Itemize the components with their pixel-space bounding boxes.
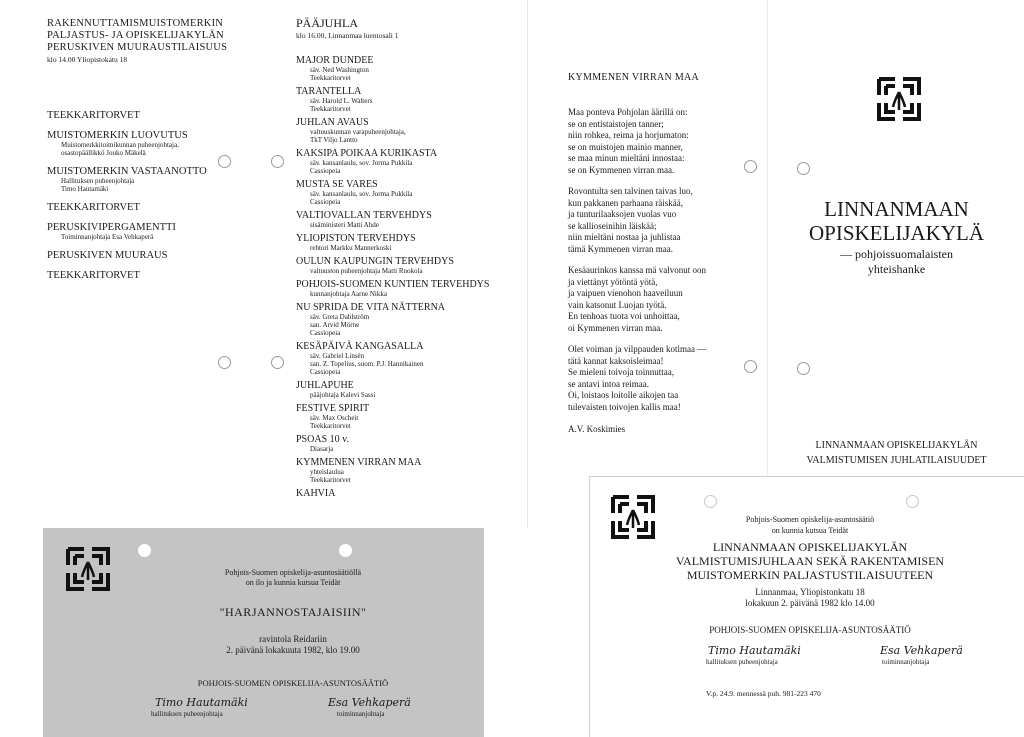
psoas-logo-icon: [65, 546, 111, 592]
program-right-item: [296, 210, 496, 229]
program-right-item-name: TARANTELLA: [296, 86, 362, 97]
poem-line: se kallioseinihin läiskää;: [568, 220, 657, 231]
poem-body: [568, 107, 768, 423]
poem-line: vain katsonut Luojan työtä.: [568, 299, 667, 310]
program-sheet: [0, 0, 498, 528]
program-left-item-name: PERUSKIVEN MUURAUS: [47, 250, 168, 261]
poem-line: Olet voiman ja vilppauden kotimaa —: [568, 344, 707, 354]
program-left-time: klo 14.00 Yliopistokatu 18: [47, 55, 128, 64]
white-inv-rsvp: V.p. 24.9. mennessä puh. 981-223 470: [706, 689, 821, 698]
program-right-item-name: NU SPRIDA DE VITA NÄTTERNA: [296, 302, 446, 313]
punch-hole: [797, 162, 810, 175]
poem-line: Se mieleni toivoja toinnuttaa,: [568, 367, 674, 377]
program-right-item: [296, 117, 496, 144]
poem-stanza: [568, 107, 768, 176]
program-right-item: [296, 302, 496, 337]
program-right-item: [296, 55, 496, 82]
program-right-item: [296, 403, 496, 430]
program-right-item-name: JUHLAN AVAUS: [296, 117, 369, 128]
white-inv-line2: on kunnia kutsua Teidät: [771, 526, 849, 535]
punch-hole: [271, 356, 284, 369]
poem-line: se on Kymmenen virran maa.: [568, 164, 675, 175]
punch-hole: [271, 155, 284, 168]
program-right-item-detail: säv. Max Oscheit: [310, 414, 359, 422]
poem-line: Oi, loistaos loitolle aikojen taa: [568, 390, 679, 400]
program-right-item-name: MUSTA SE VARES: [296, 179, 378, 190]
program-right-item-detail: Teekkaritorvet: [310, 74, 351, 82]
program-left-item-detail: Muistomerkkitoimikunnan puheenjohtaja,: [61, 141, 179, 149]
program-left-item: [47, 270, 237, 281]
gray-inv-venue: ravintola Reidariin: [259, 634, 327, 644]
program-right-item-detail: säv. kansanlaulu, sov. Jorma Pukkila: [310, 159, 413, 167]
poem-line: tätä kannat kaksoisleimaa!: [568, 355, 664, 366]
program-right-item-detail: Cassiopeia: [310, 167, 341, 175]
program-right-item: [296, 256, 496, 275]
program-right-item-detail: säv. kansanlaulu, sov. Jorma Pukkila: [310, 190, 413, 198]
gray-inv-event: "HARJANNOSTAJAISIIN": [219, 605, 367, 619]
poem-stanza: [568, 186, 768, 255]
program-right-title: PÄÄJUHLA: [296, 16, 359, 30]
program-right-item-detail: Diasarja: [310, 445, 334, 453]
program-left-item: [47, 222, 237, 241]
poem-author: A.V. Koskimies: [568, 424, 626, 434]
cover-sheet: [767, 0, 1024, 528]
program-right-item-detail: säv. Ned Washington: [310, 66, 369, 74]
program-right-item-name: KESÄPÄIVÄ KANGASALLA: [296, 341, 424, 352]
white-inv-role-2: toiminnanjohtaja: [882, 658, 930, 666]
page-gap: [498, 0, 527, 737]
program-right-item-detail: säv. Greta Dahlström: [310, 313, 370, 321]
punch-hole: [138, 544, 151, 557]
white-inv-place: Linnanmaa, Yliopistonkatu 18: [755, 587, 865, 597]
poem-line: En tenhoas tuota voi unhoittaa,: [568, 311, 680, 321]
program-right-item-detail: valtuuston puheenjohtaja Matti Ruokola: [310, 267, 423, 275]
program-right-item-name: YLIOPISTON TERVEHDYS: [296, 233, 416, 244]
program-right-item-detail: san. Z. Topelius, suom. P.J. Hannikainen: [310, 360, 424, 368]
program-left-item-detail: osastopäällikkö Jouko Mäkelä: [61, 149, 146, 157]
white-inv-title-1: LINNANMAAN OPISKELIJAKYLÄN: [712, 540, 908, 554]
poem-line: tulevaisten toivojen kallis maa!: [568, 401, 681, 412]
program-right-item-name: JUHLAPUHE: [296, 380, 354, 391]
program-right-item: [296, 233, 496, 252]
poem-line: niin rohkea, reima ja horjumaton:: [568, 130, 689, 140]
gray-inv-signature-2: Esa Vehkaperä: [328, 696, 411, 709]
program-left-title-3: PERUSKIVEN MUURAUSTILAISUUS: [47, 42, 228, 53]
white-invitation-card: [589, 476, 1024, 737]
program-right-item: [296, 488, 496, 499]
punch-hole: [797, 362, 810, 375]
program-left-item-detail: Hallituksen puheenjohtaja: [61, 177, 135, 185]
program-right-item-name: KAKSIPA POIKAA KURIKASTA: [296, 148, 438, 159]
program-left-item: [47, 166, 237, 193]
poem-line: tämä Kymmenen virran maa.: [568, 243, 673, 254]
program-right-item-detail: säv. Gabriel Linsén: [310, 352, 365, 360]
punch-hole: [218, 155, 231, 168]
poem-line: ja vaipuen vienohon haaveiluun: [568, 288, 683, 298]
white-inv-line1: Pohjois-Suomen opiskelija-asuntosäätiö: [745, 515, 875, 524]
psoas-logo-icon: [876, 76, 922, 122]
program-right-item-name: POHJOIS-SUOMEN KUNTIEN TERVEHDYS: [296, 279, 490, 290]
poem-line: kun pakkanen parhaana räiskää,: [568, 197, 683, 208]
gray-inv-role-1: hallituksen puheenjohtaja: [151, 710, 223, 718]
program-right-item-detail: yhteislaulua: [310, 468, 344, 476]
white-inv-signature-1: Timo Hautamäki: [708, 644, 801, 657]
punch-hole: [339, 544, 352, 557]
poem-title: KYMMENEN VIRRAN MAA: [568, 72, 700, 83]
program-right-item-name: KAHVIA: [296, 488, 336, 499]
poem-line: ja tunturilaaksojen vuolas vuo: [568, 209, 677, 219]
punch-hole: [744, 160, 757, 173]
program-right-item-detail: kunnanjohtaja Aarne Nikka: [310, 290, 387, 298]
program-left-item-name: TEEKKARITORVET: [47, 110, 140, 121]
punch-hole: [218, 356, 231, 369]
program-right-item-detail: TkT Viljo Lantto: [310, 136, 358, 144]
program-right-item-detail: valtuuskunnan varapuheenjohtaja,: [310, 128, 406, 136]
program-right-item-detail: Teekkaritorvet: [310, 476, 351, 484]
white-inv-signature-2: Esa Vehkaperä: [880, 644, 963, 657]
program-left-list: [47, 110, 237, 290]
program-right-item-name: KYMMENEN VIRRAN MAA: [296, 457, 422, 468]
program-right-item-name: FESTIVE SPIRIT: [296, 403, 370, 414]
program-right-item-detail: rehtori Markku Mannerkoski: [310, 244, 392, 252]
program-right-item-name: PSOAS 10 v.: [296, 434, 349, 445]
poem-stanza: [568, 344, 768, 413]
poem-line: se maa minun mieltäni innostaa:: [568, 153, 685, 163]
poem-sheet: [527, 0, 767, 528]
program-left-item-detail: Toiminnanjohtaja Esa Vehkaperä: [61, 233, 154, 241]
poem-line: se antavi intoa reimaa.: [568, 378, 649, 389]
program-left-item: [47, 202, 237, 213]
gray-inv-line2: on ilo ja kunnia kutsua Teidät: [245, 578, 341, 587]
gray-inv-line1: Pohjois-Suomen opiskelija-asuntosäätiöllä: [224, 568, 362, 577]
program-right-item: [296, 457, 496, 484]
program-left-item-name: TEEKKARITORVET: [47, 202, 140, 213]
program-right-item: [296, 341, 496, 376]
program-left-item-name: MUISTOMERKIN VASTAANOTTO: [47, 166, 207, 177]
gray-inv-org: POHJOIS-SUOMEN OPISKELIJA-ASUNTOSÄÄTIÖ: [197, 678, 389, 688]
white-inv-role-1: hallituksen puheenjohtaja: [706, 658, 778, 666]
program-left-item-name: PERUSKIVIPERGAMENTTI: [47, 222, 176, 233]
program-right-item: [296, 148, 496, 175]
program-left-title-1: RAKENNUTTAMISMUISTOMERKIN: [47, 18, 224, 29]
punch-hole: [744, 360, 757, 373]
punch-hole: [704, 495, 717, 508]
program-right-item: [296, 86, 496, 113]
poem-line: Kesäaurinkos kanssa mä valvonut oon: [568, 265, 706, 275]
program-left-item-name: TEEKKARITORVET: [47, 270, 140, 281]
cover-subtitle-1: — pohjoissuomalaisten: [840, 247, 953, 261]
program-right-item-detail: Cassiopeia: [310, 198, 341, 206]
poem-line: niin mieltäni nostaa ja juhlistaa: [568, 232, 681, 242]
white-inv-date: lokakuun 2. päivänä 1982 klo 14.00: [745, 598, 875, 608]
program-right-item-detail: sisäministeri Matti Ahde: [310, 221, 379, 229]
gray-inv-role-2: toiminnanjohtaja: [337, 710, 385, 718]
gray-invitation-card: [43, 528, 484, 737]
program-left-item-name: MUISTOMERKIN LUOVUTUS: [47, 130, 188, 141]
program-right-item-detail: san. Arvid Mörne: [310, 321, 360, 329]
program-right-item-detail: Teekkaritorvet: [310, 105, 351, 113]
program-right-item: [296, 179, 496, 206]
poem-line: ja viettänyt yötöntä yötä,: [568, 276, 658, 287]
program-right-item: [296, 279, 496, 298]
psoas-logo-icon: [610, 494, 656, 540]
program-right-item: [296, 434, 496, 453]
program-right-time: klo 16.00, Linnanmaa luentosali 1: [296, 31, 399, 40]
white-inv-title-2: VALMISTUMISJUHLAAN SEKÄ RAKENTAMISEN: [675, 554, 945, 568]
program-right-item: [296, 380, 496, 399]
poem-stanza: [568, 265, 768, 334]
cover-title-1: LINNANMAAN: [824, 197, 969, 221]
program-right-item-detail: Teekkaritorvet: [310, 422, 351, 430]
program-right-item-detail: pääjohtaja Kalevi Sassi: [310, 391, 376, 399]
program-left-title-2: PALJASTUS- JA OPISKELIJAKYLÄN: [47, 30, 224, 41]
gray-inv-signature-1: Timo Hautamäki: [155, 696, 248, 709]
poem-line: Rovontulta sen talvinen taivas luo,: [568, 186, 693, 196]
program-left-item: [47, 250, 237, 261]
cover-bottom-1: LINNANMAAN OPISKELIJAKYLÄN: [815, 440, 978, 451]
white-inv-org: POHJOIS-SUOMEN OPISKELIJA-ASUNTOSÄÄTIÖ: [709, 625, 911, 635]
cover-bottom-2: VALMISTUMISEN JUHLATILAISUUDET: [806, 455, 987, 466]
poem-line: se on entistaistojen tanner;: [568, 118, 664, 129]
program-left-item-detail: Timo Hautamäki: [61, 185, 109, 193]
program-right-item-detail: Cassiopeia: [310, 329, 341, 337]
white-inv-title-3: MUISTOMERKIN PALJASTUSTILAISUUTEEN: [686, 568, 934, 582]
punch-hole: [906, 495, 919, 508]
program-right-item-name: MAJOR DUNDEE: [296, 55, 374, 66]
program-right-item-name: OULUN KAUPUNGIN TERVEHDYS: [296, 256, 454, 267]
program-right-item-detail: säv. Harold L. Walters: [310, 97, 373, 105]
poem-line: oi Kymmenen virran maa.: [568, 322, 663, 333]
cover-subtitle-2: yhteishanke: [867, 262, 926, 276]
cover-title-2: OPISKELIJAKYLÄ: [809, 221, 984, 245]
program-left-item: [47, 110, 237, 121]
program-right-item-name: VALTIOVALLAN TERVEHDYS: [296, 210, 432, 221]
program-left-item: [47, 130, 237, 157]
gray-inv-date: 2. päivänä lokakuuta 1982, klo 19.00: [226, 645, 360, 655]
poem-line: Maa ponteva Pohjolan äärillä on:: [568, 107, 688, 117]
poem-line: se on muistojen mainio manner,: [568, 141, 683, 152]
program-right-item-detail: Cassiopeia: [310, 368, 341, 376]
program-right-list: [296, 55, 496, 503]
